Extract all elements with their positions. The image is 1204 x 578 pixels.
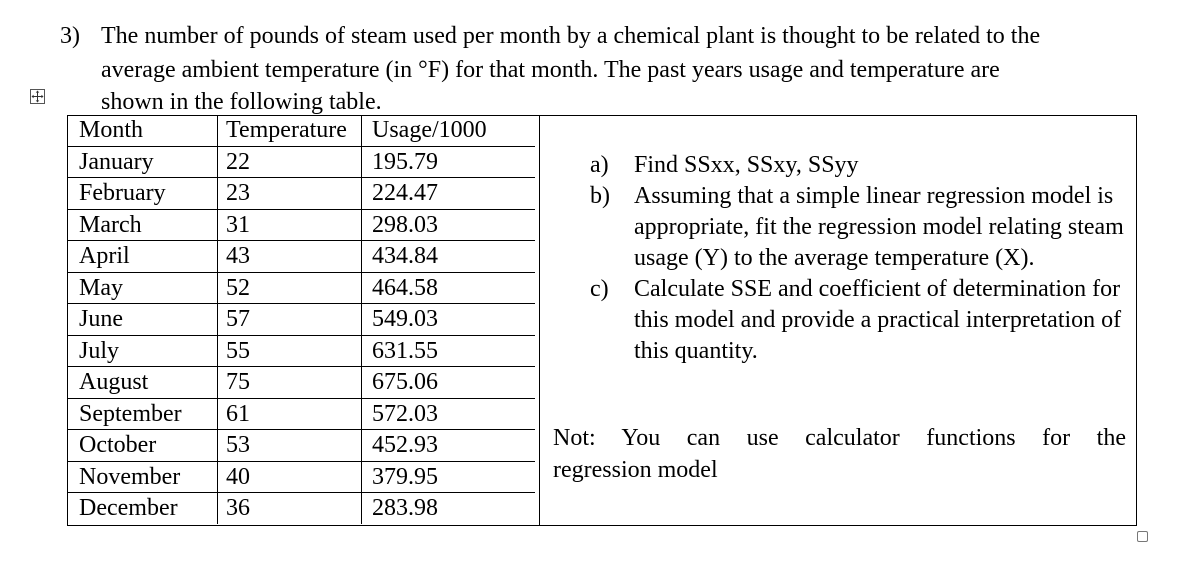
cell-month: January [67, 146, 218, 178]
cell-month: September [67, 398, 218, 430]
cell-usage: 224.47 [362, 178, 536, 210]
cell-temperature: 36 [218, 493, 362, 524]
note-line-2: regression model [553, 457, 718, 483]
cell-temperature: 57 [218, 304, 362, 336]
cell-month: February [67, 178, 218, 210]
cell-month: March [67, 209, 218, 241]
cell-temperature: 53 [218, 430, 362, 462]
table-row [67, 241, 535, 273]
question-marker: c) [590, 276, 609, 302]
cell-temperature: 31 [218, 209, 362, 241]
table-row [67, 178, 535, 210]
question-list [590, 150, 1135, 367]
cell-temperature: 52 [218, 272, 362, 304]
table-row [67, 209, 535, 241]
calculator-note [553, 422, 1126, 486]
problem-line-2: average ambient temperature (in °F) for that month. The past years usage and temperature are [101, 57, 1000, 83]
cell-month: October [67, 430, 218, 462]
cell-month: December [67, 493, 218, 524]
cell-usage: 283.98 [362, 493, 536, 524]
cell-usage: 675.06 [362, 367, 536, 399]
cell-temperature: 55 [218, 335, 362, 367]
table-row [67, 398, 535, 430]
table-row [67, 430, 535, 462]
question-item [590, 181, 1135, 274]
cell-temperature: 75 [218, 367, 362, 399]
header-temperature: Temperature [218, 115, 362, 146]
cell-usage: 549.03 [362, 304, 536, 336]
table-header-row [67, 115, 535, 146]
cell-month: April [67, 241, 218, 273]
table-row [67, 272, 535, 304]
table-row [67, 493, 535, 524]
cell-usage: 631.55 [362, 335, 536, 367]
question-text: Assuming that a simple linear regression model is appropriate, fit the regression model relating steam usage (Y) to the average temperature (X). [634, 183, 1124, 271]
table-row [67, 304, 535, 336]
note-line-1: Not: You can use calculator functions for the [553, 425, 1126, 451]
cell-temperature: 40 [218, 461, 362, 493]
header-usage: Usage/1000 [372, 117, 487, 144]
cell-month: May [67, 272, 218, 304]
header-month: Month [67, 115, 218, 146]
cell-usage: 195.79 [362, 146, 536, 178]
question-text: Find SSxx, SSxy, SSyy [634, 152, 859, 178]
cell-usage: 434.84 [362, 241, 536, 273]
question-item [590, 274, 1135, 367]
cell-month: August [67, 367, 218, 399]
problem-number: 3) [60, 23, 80, 49]
table-row [67, 461, 535, 493]
cell-usage: 452.93 [362, 430, 536, 462]
table-move-handle-icon[interactable] [30, 89, 45, 104]
cell-month: November [67, 461, 218, 493]
cell-month: June [67, 304, 218, 336]
cell-usage: 379.95 [362, 461, 536, 493]
cell-usage: 464.58 [362, 272, 536, 304]
cell-temperature: 61 [218, 398, 362, 430]
question-marker: a) [590, 152, 609, 178]
cell-temperature: 22 [218, 146, 362, 178]
layout-column-divider [539, 115, 540, 526]
table-resize-handle[interactable] [1137, 531, 1148, 542]
cell-month: July [67, 335, 218, 367]
cell-usage: 298.03 [362, 209, 536, 241]
question-item [590, 150, 1135, 181]
question-text: Calculate SSE and coefficient of determination for this model and provide a practical interpretation of this quantity. [634, 276, 1122, 364]
cell-usage: 572.03 [362, 398, 536, 430]
cell-temperature: 43 [218, 241, 362, 273]
problem-line-3: shown in the following table. [101, 89, 382, 115]
table-row [67, 146, 535, 178]
question-marker: b) [590, 183, 610, 209]
table-row [67, 367, 535, 399]
table-row [67, 335, 535, 367]
data-table [67, 115, 535, 524]
problem-line-1: The number of pounds of steam used per month by a chemical plant is thought to be related to the [101, 23, 1041, 49]
cell-temperature: 23 [218, 178, 362, 210]
